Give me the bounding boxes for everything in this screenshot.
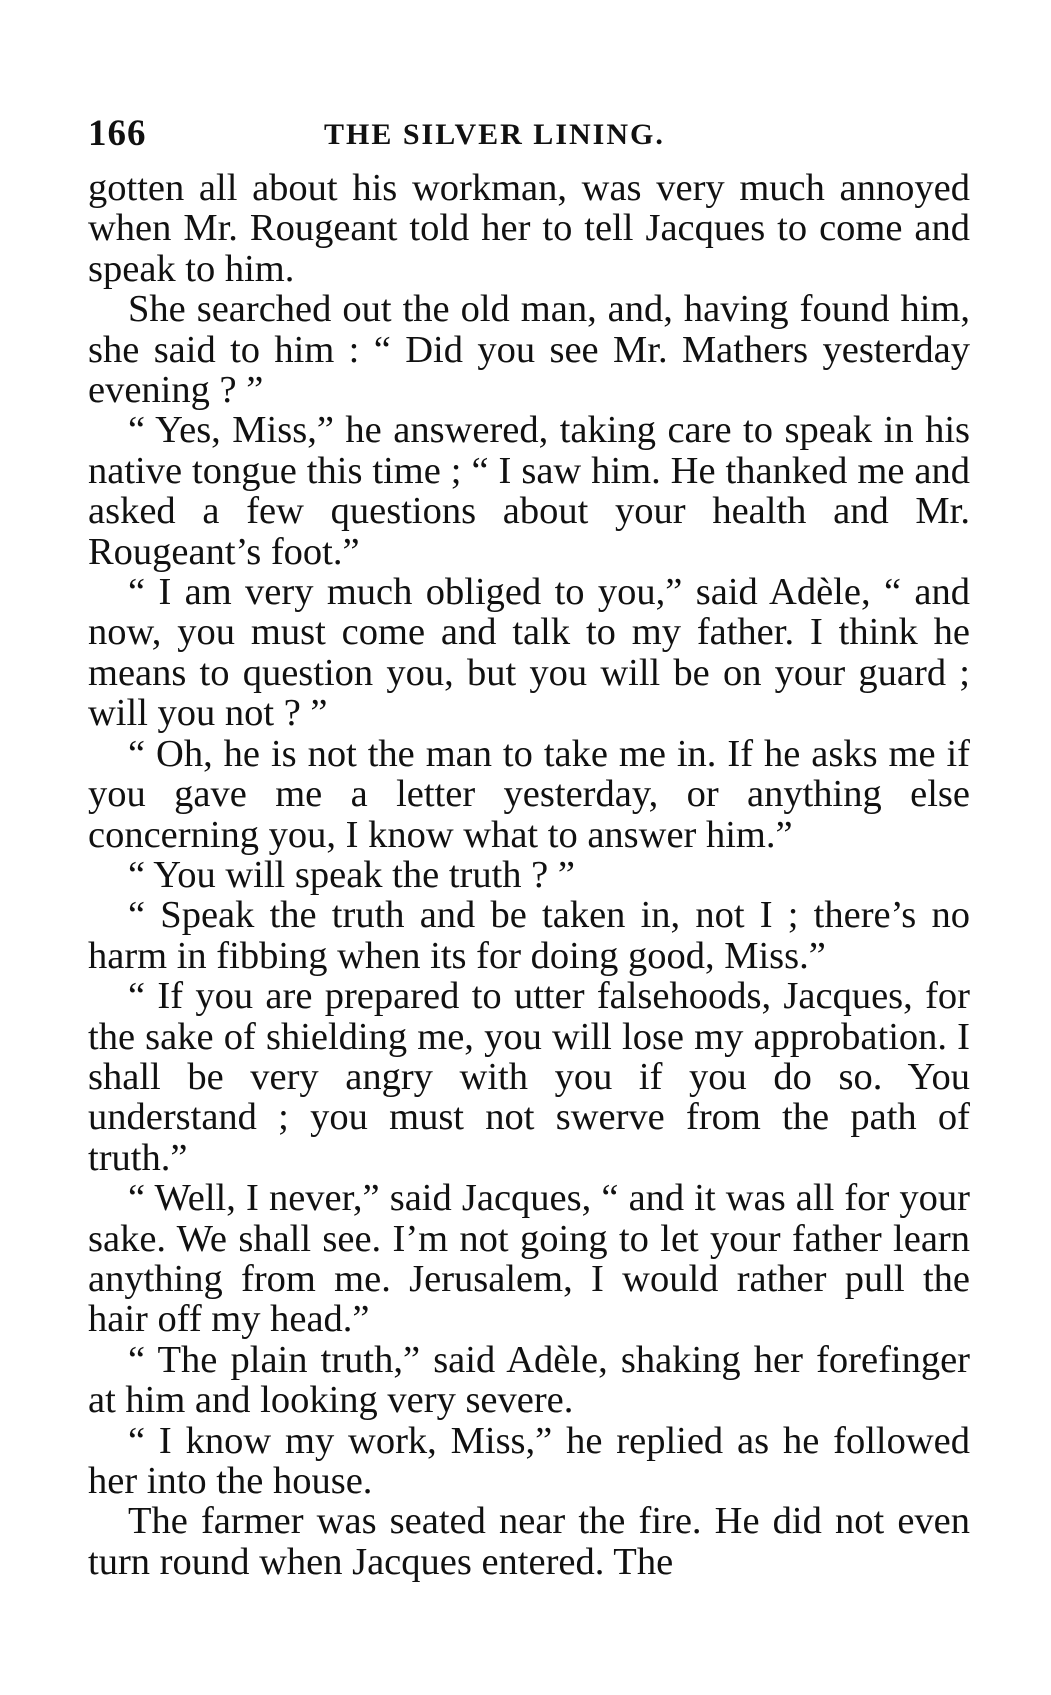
paragraph: “ Well, I never,” said Jacques, “ and it was all for your sake. We shall see. I’m not going to let your father learn anything from me. Jerusalem, I would rather pull the hair off my head.” xyxy=(88,1177,970,1341)
paragraph: The farmer was seated near the fire. He did not even turn round when Jacques entered. The xyxy=(88,1500,970,1583)
paragraph: “ Oh, he is not the man to take me in. If he asks me if you gave me a letter yesterday, or anything else concerning you, I know what to answer him.” xyxy=(88,732,970,856)
body-text xyxy=(88,168,970,1582)
paragraph: “ Yes, Miss,” he answered, taking care to speak in his native tongue this time ; “ I saw him. He thanked me and asked a few questions about your health and Mr. Rougeant’s foot.” xyxy=(88,409,970,573)
book-page xyxy=(88,112,970,1582)
paragraph: “ If you are prepared to utter falsehoods, Jacques, for the sake of shielding me, you will lose my approbation. I shall be very angry with you if you do so. You understand ; you must not swerve from the path of truth.” xyxy=(88,975,970,1179)
paragraph: “ The plain truth,” said Adèle, shaking her forefinger at him and looking very severe. xyxy=(88,1338,970,1422)
paragraph: “ Speak the truth and be taken in, not I ; there’s no harm in fibbing when its for doing good, Miss.” xyxy=(88,894,970,977)
paragraph: She searched out the old man, and, having found him, she said to him : “ Did you see Mr. Mathers yesterday evening ? ” xyxy=(88,288,970,412)
running-head: THE SILVER LINING. xyxy=(324,118,665,151)
page-header xyxy=(88,112,970,168)
paragraph: gotten all about his workman, was very much annoyed when Mr. Rougeant told her to tell Jacques to come and speak to him. xyxy=(88,167,970,290)
paragraph: “ I am very much obliged to you,” said Adèle, “ and now, you must come and talk to my father. I think he means to question you, but you will be on your guard ; will you not ? ” xyxy=(88,571,970,735)
page-number: 166 xyxy=(88,113,147,154)
paragraph: “ You will speak the truth ? ” xyxy=(128,853,575,896)
paragraph: “ I know my work, Miss,” he replied as he followed her into the house. xyxy=(88,1419,970,1502)
